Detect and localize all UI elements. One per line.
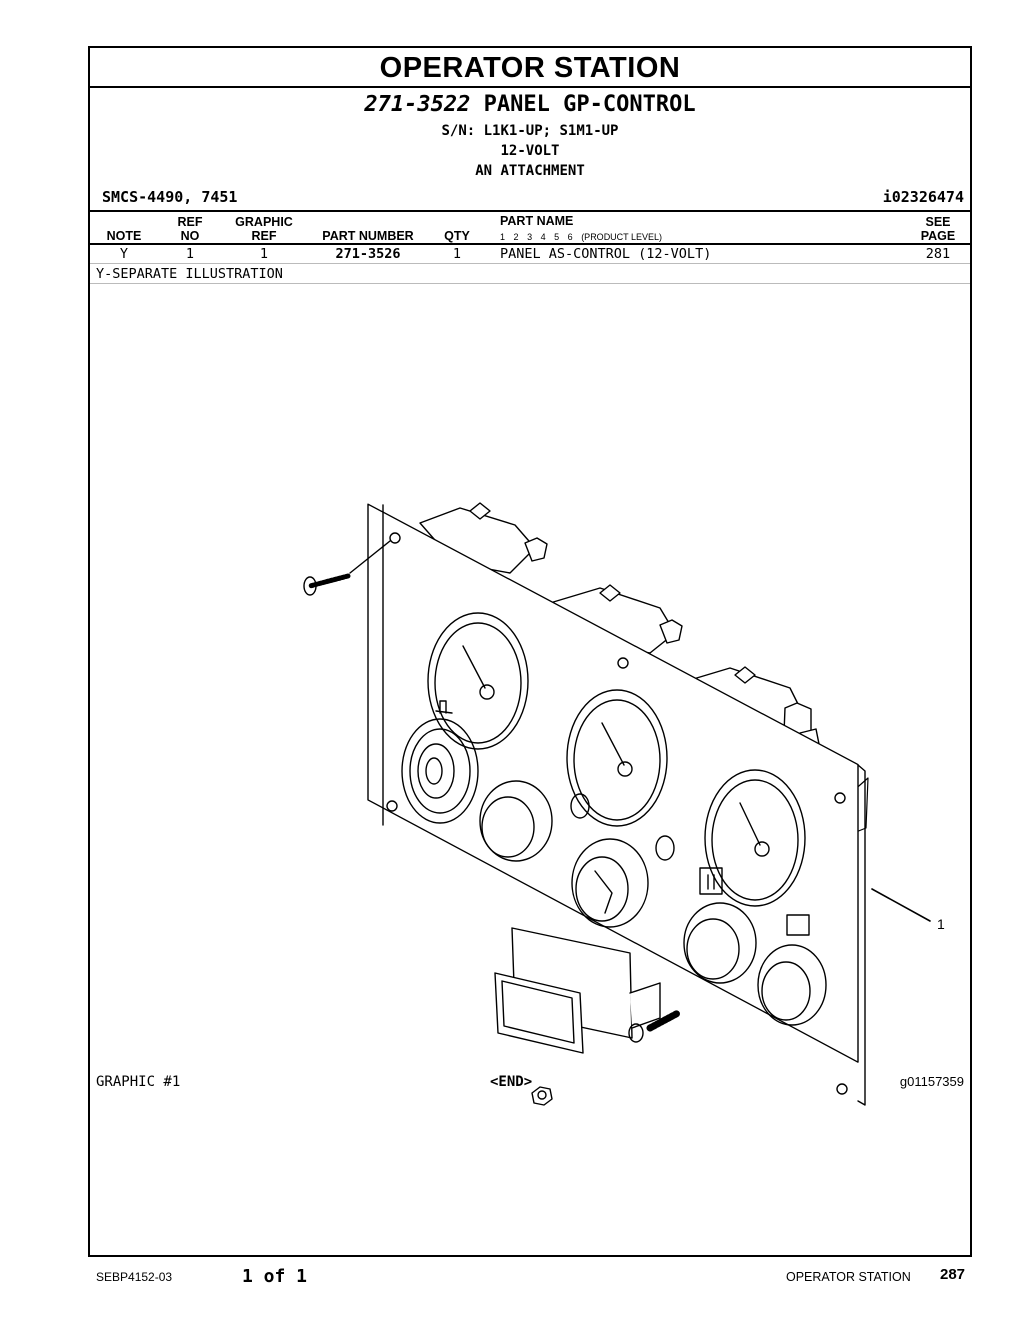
- product-level-label: (PRODUCT LEVEL): [581, 232, 663, 242]
- product-level-6: 6: [567, 232, 573, 242]
- product-level-4: 4: [540, 232, 546, 242]
- group-name: PANEL GP-CONTROL: [483, 92, 696, 117]
- illustration-id: i02326474: [882, 188, 964, 206]
- col-part-number: PART NUMBER: [322, 229, 414, 243]
- callout-number: 1: [937, 916, 945, 932]
- product-level-2: 2: [513, 232, 519, 242]
- col-see-bottom: PAGE: [920, 229, 956, 243]
- row-qty: 1: [452, 246, 462, 262]
- row-part-number: 271-3526: [335, 246, 401, 262]
- col-see-top: SEE: [925, 215, 951, 229]
- col-ref-bottom: NO: [180, 229, 200, 243]
- footer-section: OPERATOR STATION: [786, 1270, 911, 1284]
- serial-numbers: S/N: L1K1-UP; S1M1-UP: [441, 123, 619, 139]
- row-part-name: PANEL AS-CONTROL (12-VOLT): [500, 246, 712, 262]
- col-part-name: PART NAME: [500, 214, 574, 228]
- section-title: OPERATOR STATION: [379, 52, 681, 84]
- row-graphic-ref: 1: [259, 246, 269, 262]
- group-number: 271-3522: [364, 92, 471, 117]
- col-qty: QTY: [444, 229, 470, 243]
- section-title-bar: [90, 48, 970, 88]
- product-level-3: 3: [527, 232, 533, 242]
- smcs-code: SMCS-4490, 7451: [102, 188, 238, 206]
- page-number: 287: [940, 1266, 966, 1283]
- callout-leader: [872, 889, 930, 921]
- notes-divider: [90, 283, 970, 284]
- voltage: 12-VOLT: [500, 143, 560, 159]
- doc-number: SEBP4152-03: [96, 1270, 173, 1284]
- row-ref-no: 1: [185, 246, 195, 262]
- row-note: Y: [119, 246, 129, 262]
- product-level-1: 1: [500, 232, 506, 242]
- header-rule: [90, 210, 970, 212]
- row-divider: [90, 263, 970, 264]
- col-graphic-top: GRAPHIC: [235, 215, 293, 229]
- row-see-page: 281: [925, 246, 951, 262]
- page-of: 1 of 1: [242, 1266, 308, 1287]
- graphic-id: g01157359: [899, 1074, 964, 1089]
- col-graphic-bottom: REF: [251, 229, 277, 243]
- group-heading: [90, 92, 970, 117]
- separate-illustration-note: Y-SEPARATE ILLUSTRATION: [96, 266, 283, 282]
- graphic-label: GRAPHIC #1: [96, 1074, 181, 1090]
- col-note: NOTE: [106, 229, 142, 243]
- panel-illustration: [280, 453, 945, 1073]
- end-marker: <END>: [490, 1074, 533, 1090]
- product-level-5: 5: [554, 232, 560, 242]
- connector-icon: [495, 928, 660, 1053]
- page-frame: [88, 46, 972, 1257]
- col-ref-top: REF: [177, 215, 203, 229]
- column-header-rule: [90, 243, 970, 245]
- product-levels: [500, 232, 662, 242]
- attachment: AN ATTACHMENT: [475, 163, 585, 179]
